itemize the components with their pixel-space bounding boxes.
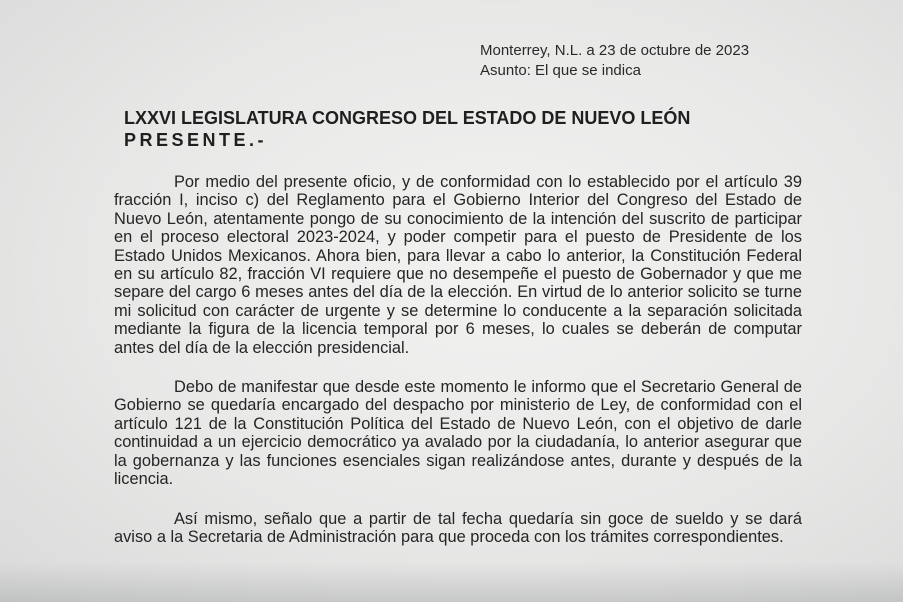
paragraph-2: Debo de manifestar que desde este momento le informo que el Secretario General de Gobierno se quedaría encargado del despacho por ministerio de Ley, de conformidad con el artículo 121 de la Constitución Política del Estado de Nuevo León, con el objetivo de darle continuidad a un ejercicio democrático ya avalado por la ciudadanía, lo anterior asegurar que la gobernanza y las funciones esenciales sigan realizándose antes, durante y después de la licencia.	[114, 378, 802, 489]
letter-body	[114, 173, 802, 546]
letter-header	[480, 41, 749, 81]
place-date: Monterrey, N.L. a 23 de octubre de 2023	[480, 42, 750, 59]
paragraph-1: Por medio del presente oficio, y de conformidad con lo establecido por el artículo 39 fracción I, inciso c) del Reglamento para el Gobierno Interior del Congreso del Estado de Nuevo León, atentamente pongo de su conocimiento de la intención del suscrito de participar en el proceso electoral 2023-2024, y poder competir para el puesto de Presidente de los Estado Unidos Mexicanos. Ahora bien, para llevar a cabo lo anterior, la Constitución Federal en su artículo 82, fracción VI requiere que no desempeñe el puesto de Gobernador y que me separe del cargo 6 meses antes del día de la elección. En virtud de lo anterior solicito se turne mi solicitud con carácter de urgente y se determine lo conducente a la separación solicitada mediante la figura de la licencia temporal por 6 meses, lo cuales se deberán de computar antes del día de la elección presidencial.	[114, 173, 802, 357]
photo-shadow	[0, 562, 903, 602]
recipient-line: LXXVI LEGISLATURA CONGRESO DEL ESTADO DE NUEVO LEÓN	[124, 108, 691, 128]
recipient-block	[124, 107, 690, 151]
paragraph-3: Así mismo, señalo que a partir de tal fecha quedaría sin goce de sueldo y se dará aviso a la Secretaria de Administración para que proceda con los trámites correspondientes.	[114, 509, 802, 546]
subject-line: Asunto: El que se indica	[480, 62, 641, 79]
salutation: PRESENTE.-	[124, 130, 268, 150]
